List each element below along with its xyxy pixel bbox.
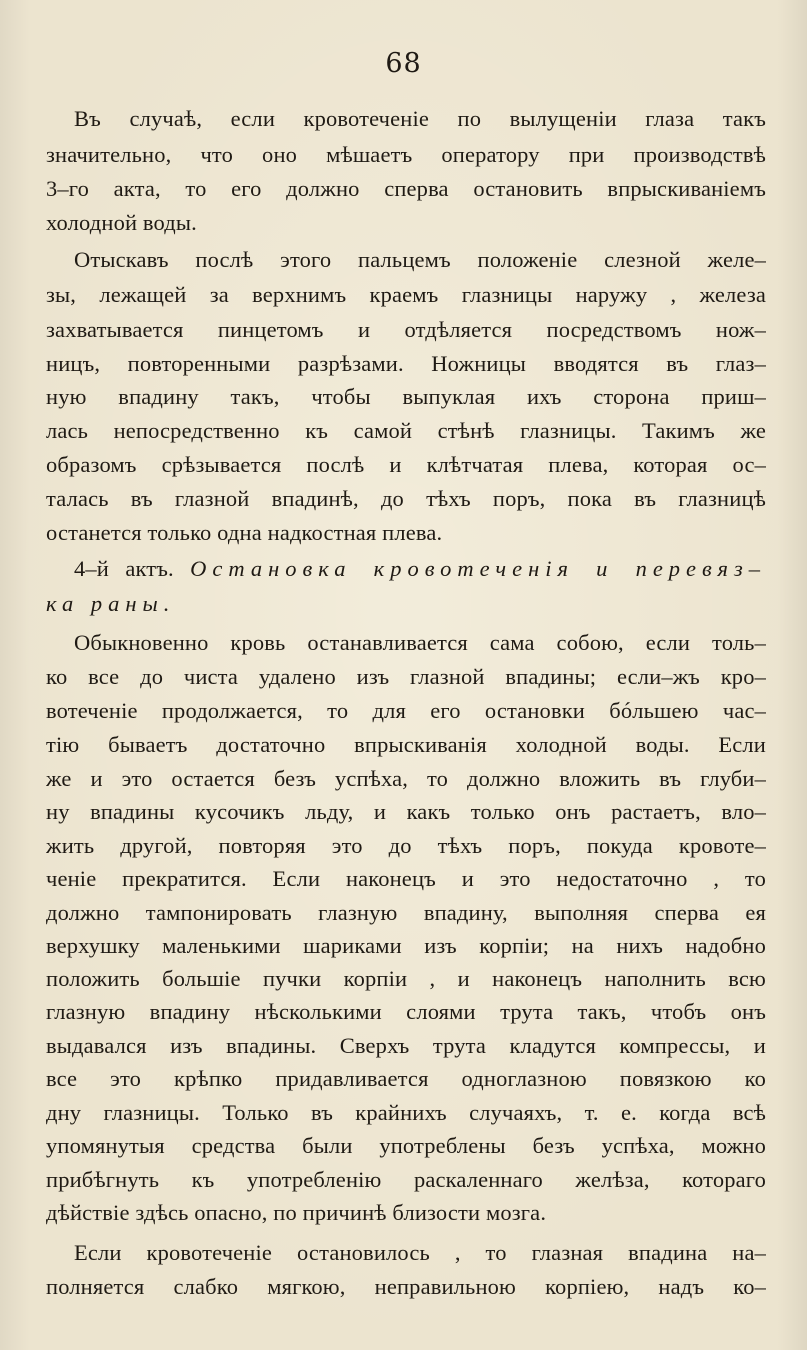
text-line: прибѣгнуть къ употребленію раскаленнаго желѣза, котораго xyxy=(46,1167,766,1192)
text-line: дну глазницы. Только въ крайнихъ случаяхъ, т. е. когда всѣ xyxy=(46,1100,766,1125)
text-line: вотеченіе продолжается, то для его остановки бóльшею час– xyxy=(46,698,766,723)
text-line: тію бываетъ достаточно впрыскиванія холодной воды. Если xyxy=(46,732,766,757)
text-line: же и это остается безъ успѣха, то должно вложить въ глуби– xyxy=(46,766,766,791)
text-line: значительно, что оно мѣшаетъ оператору при производствѣ xyxy=(46,142,766,167)
text-line: Если кровотеченіе остановилось , то глазная впадина на– xyxy=(74,1240,766,1265)
text-line: глазную впадину нѣсколькими слоями трута такъ, чтобъ онъ xyxy=(46,999,766,1024)
text-line: упомянутыя средства были употреблены безъ успѣха, можно xyxy=(46,1133,766,1158)
text-line: все это крѣпко придавливается одноглазною повязкою ко xyxy=(46,1066,766,1091)
section-heading-title-end: ка раны. xyxy=(46,591,176,616)
section-heading-prefix: 4–й актъ. xyxy=(74,556,191,581)
section-heading-continuation xyxy=(46,587,766,621)
text-line: полняется слабко мягкою, неправильною корпіею, надъ ко– xyxy=(46,1274,766,1299)
text-line: Отыскавъ послѣ этого пальцемъ положеніе слезной желе– xyxy=(74,247,766,272)
section-heading xyxy=(74,552,766,586)
text-line: верхушку маленькими шариками изъ корпіи; на нихъ надобно xyxy=(46,933,766,958)
text-line: зы, лежащей за верхнимъ краемъ глазницы наружу , железа xyxy=(46,282,766,307)
text-line: холодной воды. xyxy=(46,210,197,235)
text-line: захватывается пинцетомъ и отдѣляется посредствомъ нож– xyxy=(46,317,766,342)
page-number: 68 xyxy=(385,48,422,79)
text-line: талась въ глазной впадинѣ, до тѣхъ поръ, пока въ глазницѣ xyxy=(46,486,766,511)
text-line: 3–го акта, то его должно сперва остановить впрыскиваніемъ xyxy=(46,176,766,201)
text-line: Въ случаѣ, если кровотеченіе по вылущеніи глаза такъ xyxy=(74,106,766,131)
text-line: ну впадины кусочикъ льду, и какъ только онъ растаетъ, вло– xyxy=(46,799,766,824)
text-line: останется только одна надкостная плева. xyxy=(46,520,443,545)
text-line: ницъ, повторенными разрѣзами. Ножницы вводятся въ глаз– xyxy=(46,351,766,376)
text-line: ченіе прекратится. Если наконецъ и это недостаточно , то xyxy=(46,866,766,891)
text-line: жить другой, повторяя это до тѣхъ поръ, покуда кровоте– xyxy=(46,833,766,858)
text-line: Обыкновенно кровь останавливается сама собою, если толь– xyxy=(74,630,766,655)
text-line: положить большіе пучки корпіи , и наконецъ наполнить всю xyxy=(46,966,766,991)
section-heading-title: Остановка кровотеченія и перевяз– xyxy=(190,556,766,581)
text-line: дѣйствіе здѣсь опасно, по причинѣ близости мозга. xyxy=(46,1200,547,1225)
text-line: ную впадину такъ, чтобы выпуклая ихъ сторона приш– xyxy=(46,384,766,409)
text-line: должно тампонировать глазную впадину, выполняя сперва ея xyxy=(46,900,766,925)
text-line: ко все до чиста удалено изъ глазной впадины; если–жъ кро– xyxy=(46,664,766,689)
text-line: выдавался изъ впадины. Сверхъ трута кладутся компрессы, и xyxy=(46,1033,766,1058)
text-line: образомъ срѣзывается послѣ и клѣтчатая плева, которая ос– xyxy=(46,452,766,477)
text-line: лась непосредственно къ самой стѣнѣ глазницы. Такимъ же xyxy=(46,418,766,443)
